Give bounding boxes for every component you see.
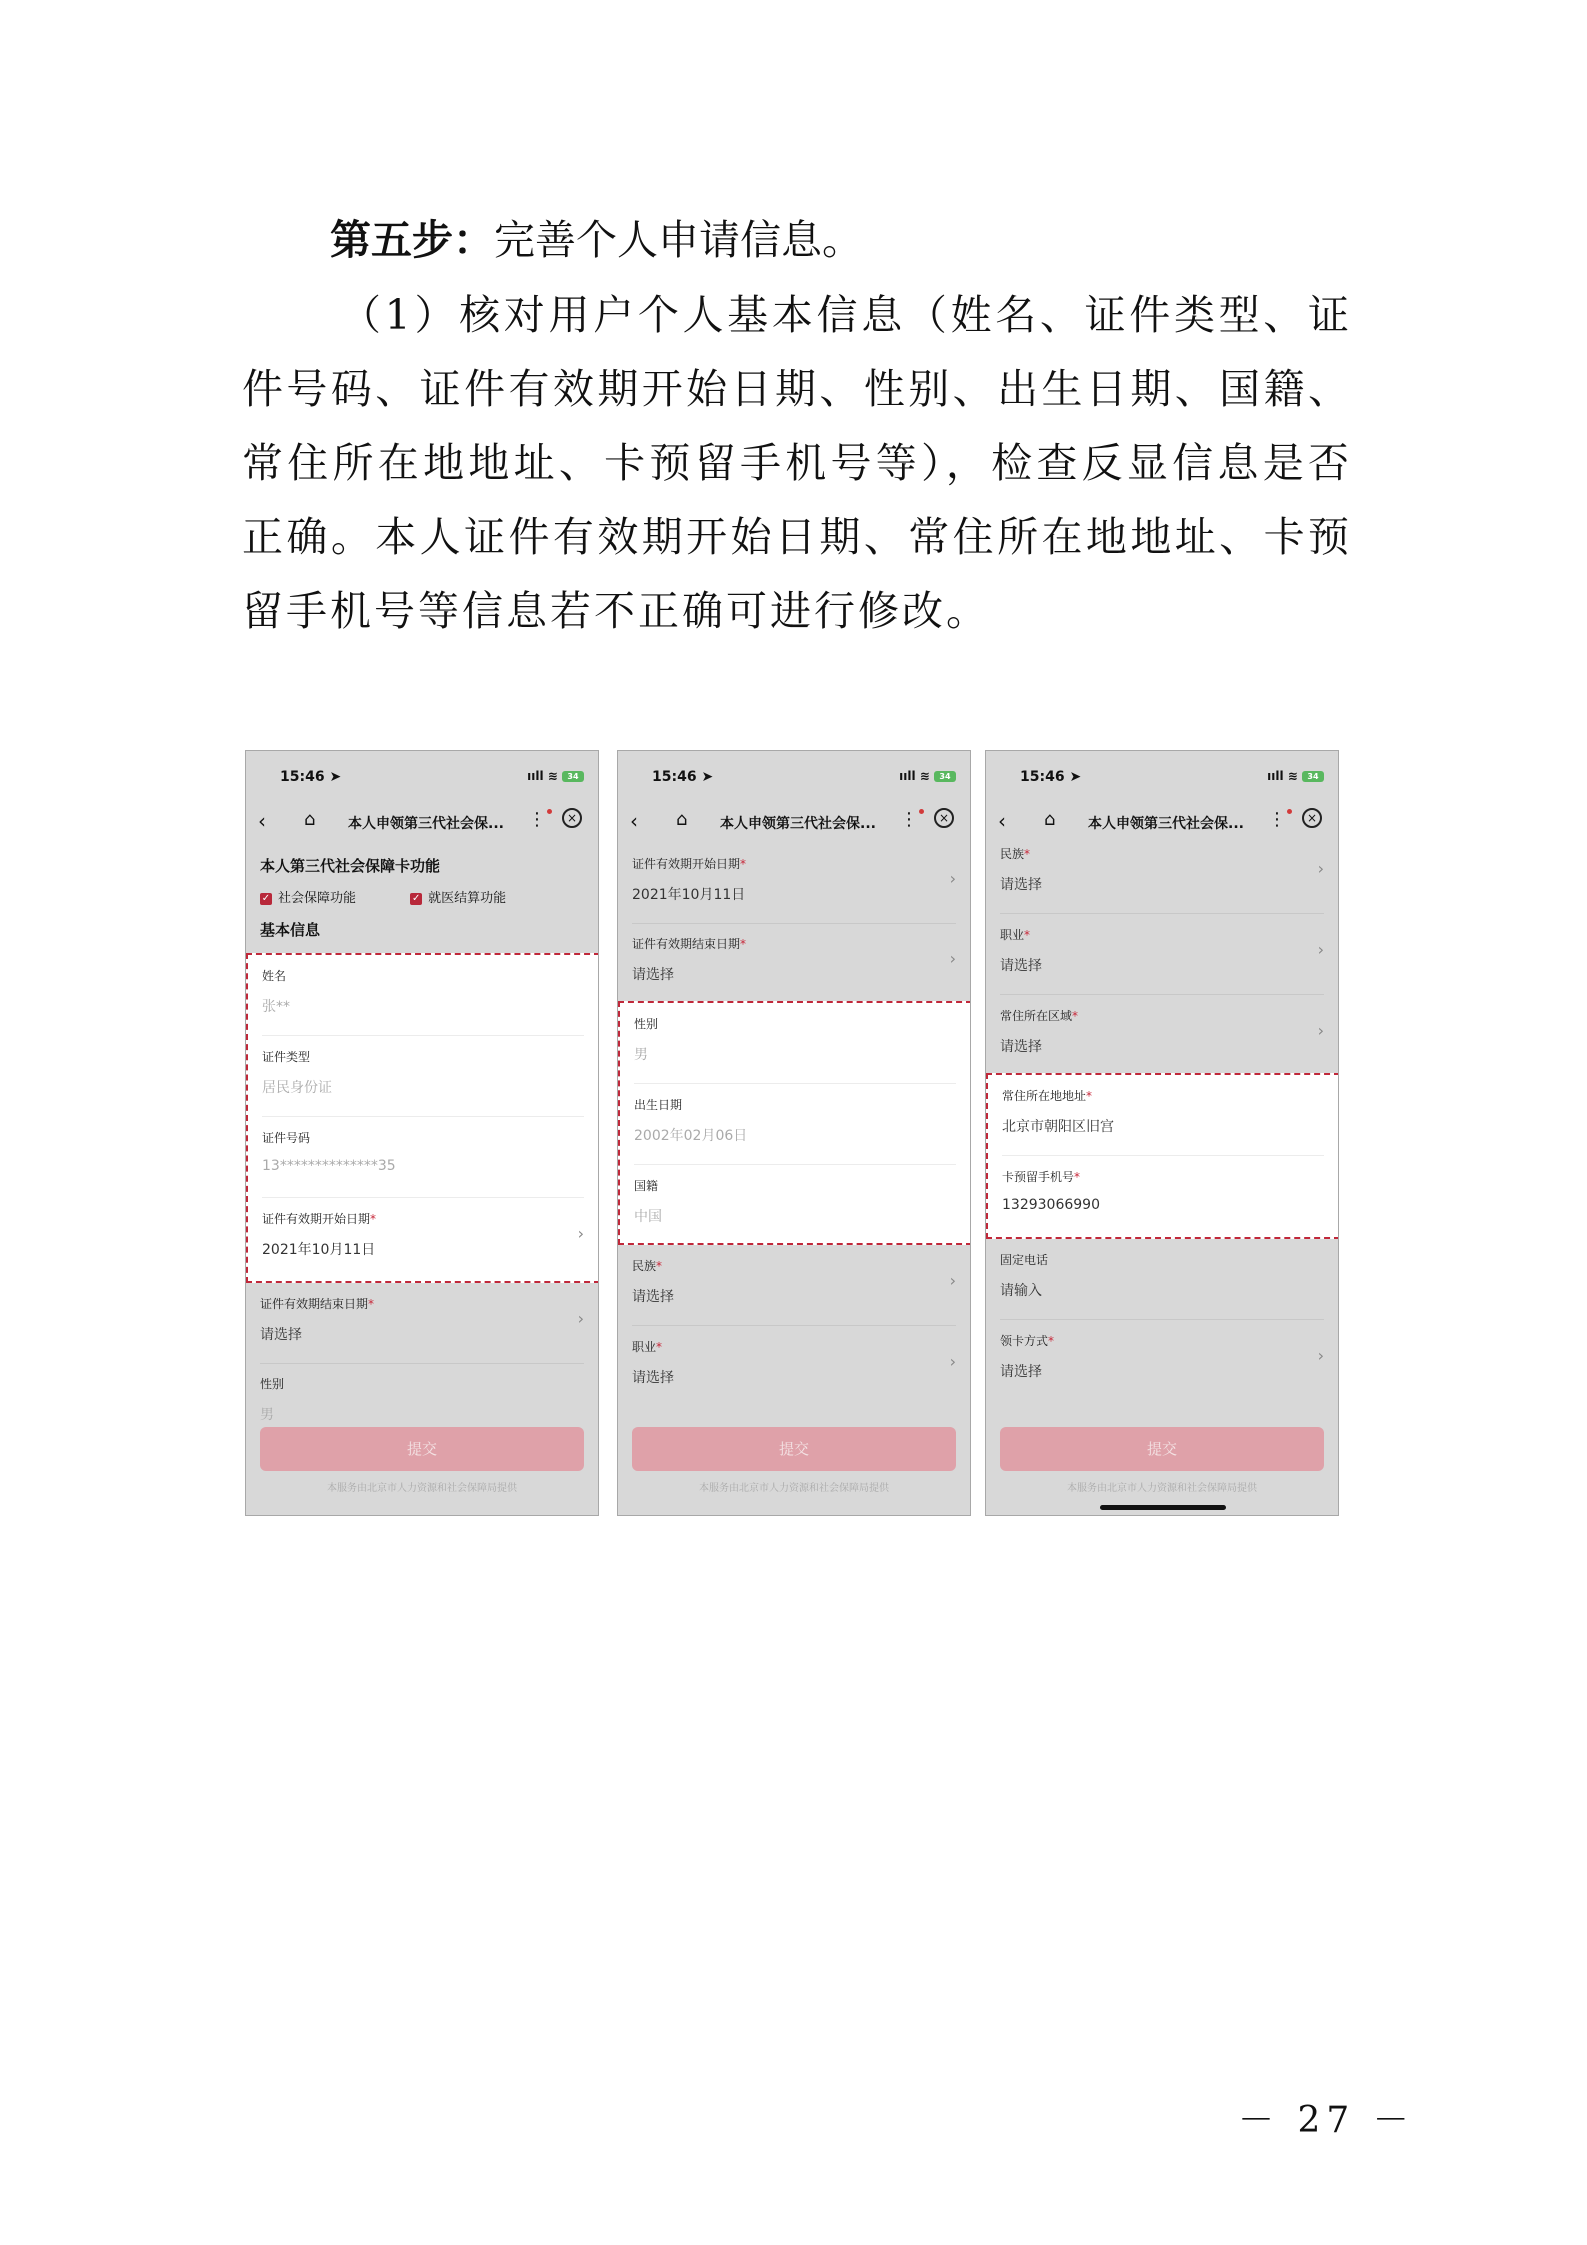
battery-icon: 34: [1302, 771, 1324, 782]
field-card-pickup-method[interactable]: 领卡方式* 请选择 ›: [1000, 1334, 1324, 1380]
highlight-box: [986, 1073, 1339, 1239]
phone-screenshot-1: [245, 750, 599, 1516]
home-indicator: [1100, 1505, 1226, 1510]
home-icon[interactable]: ⌂: [304, 809, 316, 830]
field-name: 姓名 张**: [262, 955, 584, 1036]
step-label: 第五步：: [330, 216, 494, 264]
location-arrow-icon: ➤: [329, 769, 342, 785]
submit-button[interactable]: 提交: [632, 1427, 956, 1471]
field-id-start-date[interactable]: 证件有效期开始日期* 2021年10月11日 ›: [262, 1212, 584, 1258]
field-reserved-phone[interactable]: 卡预留手机号* 13293066990: [1002, 1170, 1100, 1213]
close-circle-icon[interactable]: ×: [562, 808, 582, 828]
submit-button[interactable]: 提交: [1000, 1427, 1324, 1471]
close-circle-icon[interactable]: ×: [934, 808, 954, 828]
step-text: 完善个人申请信息。: [494, 216, 863, 264]
chevron-left-icon[interactable]: ‹: [258, 809, 266, 833]
close-circle-icon[interactable]: ×: [1302, 808, 1322, 828]
checkbox-medical-settlement[interactable]: ✓ 就医结算功能: [411, 891, 507, 906]
footer-note: 本服务由北京市人力资源和社会保障局提供: [699, 1483, 889, 1494]
status-time: 15:46 ➤: [1020, 769, 1082, 785]
chevron-right-icon: ›: [949, 949, 956, 968]
location-arrow-icon: ➤: [1069, 769, 1082, 785]
chevron-right-icon: ›: [949, 1271, 956, 1290]
battery-icon: 34: [562, 771, 584, 782]
field-id-start-date[interactable]: 证件有效期开始日期* 2021年10月11日 ›: [632, 843, 956, 924]
function-checkboxes: [260, 887, 556, 906]
phone-screenshot-3: [985, 750, 1339, 1516]
field-ethnicity[interactable]: 民族* 请选择 ›: [632, 1245, 956, 1326]
field-gender: 性别 男: [634, 1003, 956, 1084]
nav-title: 本人申领第三代社会保...: [720, 816, 876, 832]
field-gender: 性别 男: [260, 1377, 285, 1423]
field-occupation[interactable]: 职业* 请选择 ›: [1000, 914, 1324, 995]
chevron-left-icon[interactable]: ‹: [998, 809, 1006, 833]
field-id-end-date[interactable]: 证件有效期结束日期* 请选择 ›: [260, 1283, 584, 1364]
status-icons: ııll ≋ 34: [1267, 769, 1324, 783]
more-icon[interactable]: ⋮: [528, 809, 546, 830]
chevron-right-icon: ›: [577, 1224, 584, 1243]
more-icon[interactable]: ⋮: [1268, 809, 1286, 830]
footer-note: 本服务由北京市人力资源和社会保障局提供: [1067, 1483, 1257, 1494]
chevron-right-icon: ›: [1317, 859, 1324, 878]
nav-title: 本人申领第三代社会保...: [348, 816, 504, 832]
field-id-type: 证件类型 居民身份证: [262, 1036, 584, 1117]
nav-bar: [630, 807, 958, 837]
status-bar: [652, 769, 956, 789]
chevron-left-icon[interactable]: ‹: [630, 809, 638, 833]
field-id-end-date[interactable]: 证件有效期结束日期* 请选择 ›: [632, 937, 956, 983]
nav-bar: [258, 807, 586, 837]
instruction-paragraph: （1）核对用户个人基本信息（姓名、证件类型、证件号码、证件有效期开始日期、性别、出生日期、国籍、常住所在地地址、卡预留手机号等），检查反显信息是否正确。本人证件有效期开始日期、常住所在地地址、卡预留手机号等信息若不正确可进行修改。: [242, 291, 1352, 635]
nav-title: 本人申领第三代社会保...: [1088, 816, 1244, 832]
field-residence-region[interactable]: 常住所在区域* 请选择 ›: [1000, 1009, 1324, 1055]
status-time: 15:46 ➤: [280, 769, 342, 785]
highlight-box: [246, 953, 599, 1283]
home-icon[interactable]: ⌂: [676, 809, 688, 830]
field-residence-address[interactable]: 常住所在地地址* 北京市朝阳区旧宫: [1002, 1075, 1324, 1156]
status-bar: [280, 769, 584, 789]
chevron-right-icon: ›: [1317, 1346, 1324, 1365]
field-landline[interactable]: 固定电话 请输入: [1000, 1239, 1324, 1320]
phone-screenshot-2: [617, 750, 971, 1516]
card-function-title: 本人第三代社会保障卡功能: [260, 857, 441, 875]
chevron-right-icon: ›: [577, 1309, 584, 1328]
field-birth-date: 出生日期 2002年02月06日: [634, 1084, 956, 1165]
chevron-right-icon: ›: [1317, 1021, 1324, 1040]
field-occupation[interactable]: 职业* 请选择 ›: [632, 1340, 956, 1386]
chevron-right-icon: ›: [949, 1352, 956, 1371]
status-icons: ııll ≋ 34: [899, 769, 956, 783]
footer-note: 本服务由北京市人力资源和社会保障局提供: [327, 1483, 517, 1494]
field-id-number: 证件号码 13**************35: [262, 1117, 584, 1198]
status-time: 15:46 ➤: [652, 769, 714, 785]
field-nationality: 国籍 中国: [634, 1179, 662, 1225]
location-arrow-icon: ➤: [701, 769, 714, 785]
home-icon[interactable]: ⌂: [1044, 809, 1056, 830]
checkbox-checked-icon: ✓: [411, 892, 421, 904]
chevron-right-icon: ›: [1317, 940, 1324, 959]
status-icons: ııll ≋ 34: [527, 769, 584, 783]
step-heading: [330, 203, 1350, 277]
basic-info-heading: 基本信息: [260, 921, 321, 939]
checkbox-checked-icon: ✓: [261, 892, 271, 904]
more-icon[interactable]: ⋮: [900, 809, 918, 830]
checkbox-social-security[interactable]: ✓ 社会保障功能: [261, 891, 357, 906]
status-bar: [1020, 769, 1324, 789]
field-ethnicity[interactable]: 民族* 请选择 ›: [1000, 833, 1324, 914]
page-number: － 27 －: [1238, 2100, 1415, 2141]
battery-icon: 34: [934, 771, 956, 782]
submit-button[interactable]: 提交: [260, 1427, 584, 1471]
chevron-right-icon: ›: [949, 869, 956, 888]
highlight-box: [618, 1001, 971, 1245]
